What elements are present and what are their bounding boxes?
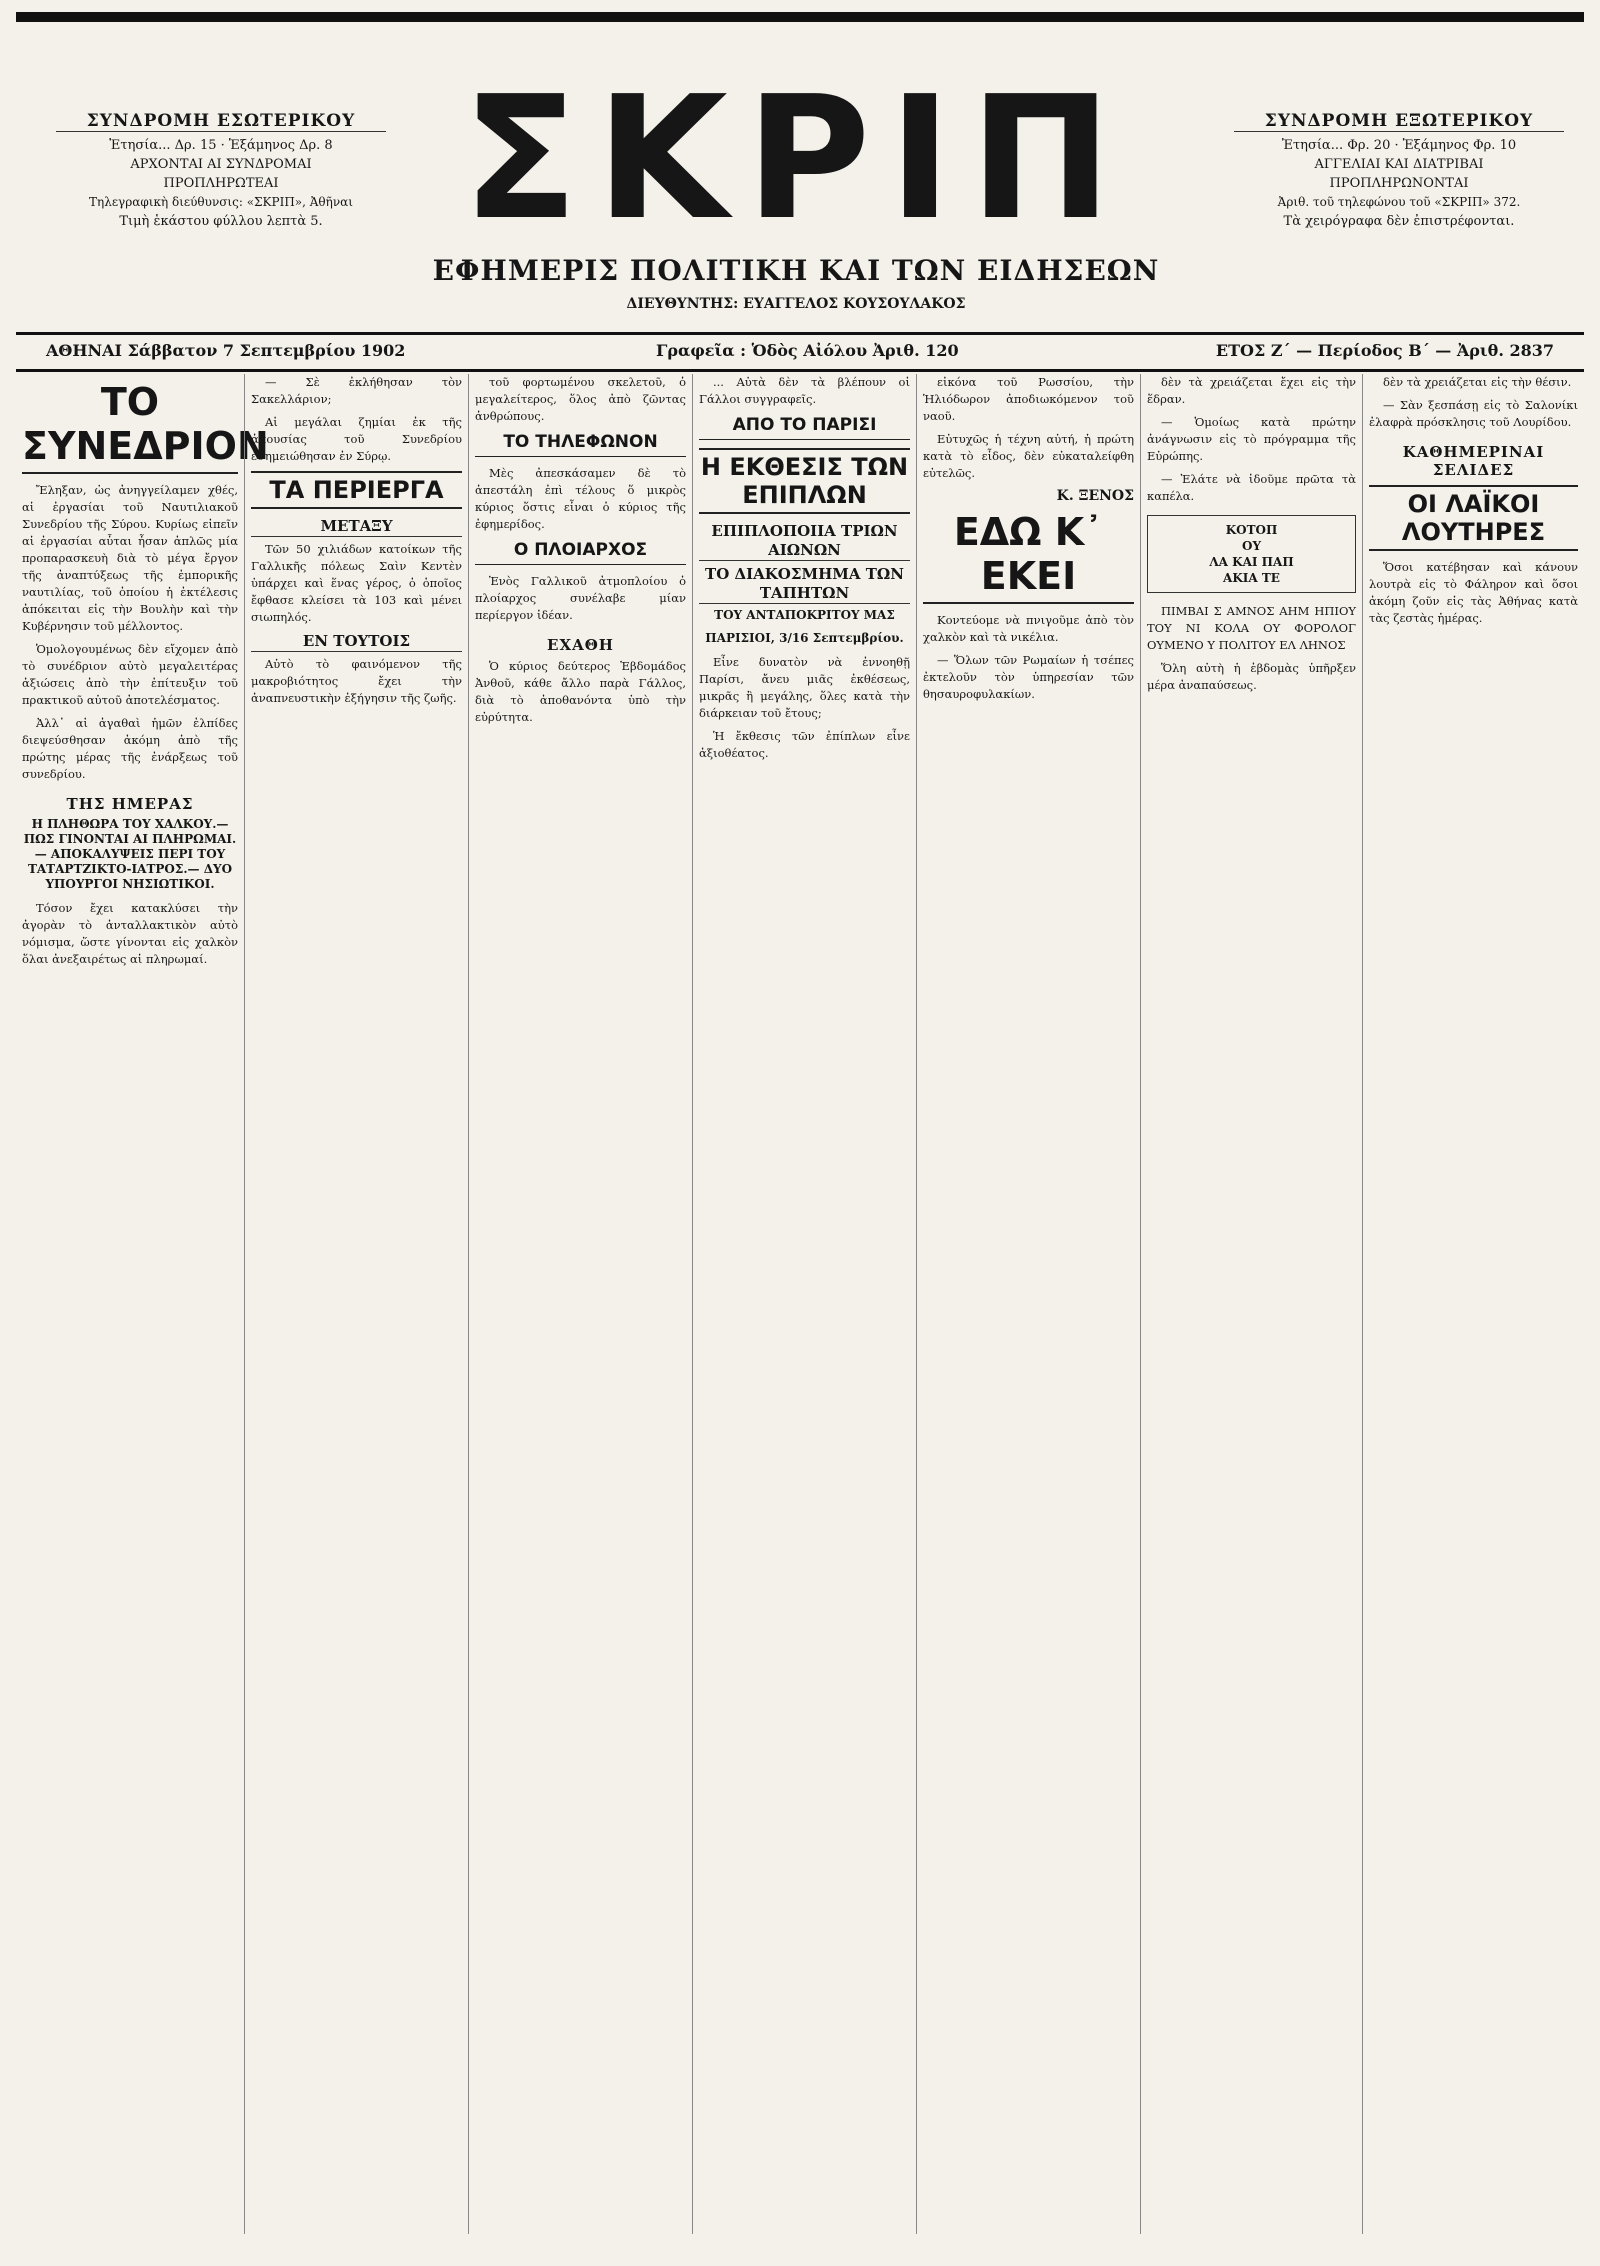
advert-line: ΑΚΙΑ ΤΕ xyxy=(1223,571,1280,585)
advert-line: ΟΥ xyxy=(1241,539,1262,553)
paragraph: δὲν τὰ χρειάζεται εἰς τὴν θέσιν. xyxy=(1383,375,1572,389)
foreign-subscription-box xyxy=(1234,112,1564,231)
issue-price: Τιμὴ ἑκάστου φύλλου λεπτὰ 5. xyxy=(119,214,323,229)
column-2 xyxy=(244,374,468,2234)
manuscripts-note: Τὰ χειρόγραφα δὲν ἐπιστρέφονται. xyxy=(1283,214,1515,229)
paragraph: Ἡ ἔκθεσις τῶν ἐπίπλων εἶνε ἀξιοθέατος. xyxy=(699,729,910,760)
foreign-heading: ΣΥΝΔΡΟΜΗ ΕΞΩΤΕΡΙΚΟΥ xyxy=(1234,112,1564,132)
paragraph: Αὐτὸ τὸ φαινόμενον τῆς μακροβιότητος ἔχει τὴν ἀναπνευστικὴν ἐξήγησιν τῆς ζωῆς. xyxy=(251,657,462,705)
paragraph: Ὅσοι κατέβησαν καὶ κάνουν λουτρὰ εἰς τὸ Φάληρον καὶ ὅσοι ἀκόμη ζοῦν εἰς τὰς Ἀθήνας κατὰ τὰς ζεστὰς ἡμέρας. xyxy=(1369,560,1578,625)
headline-edo-kekei: ΕΔΩ Κ᾽ ΕΚΕΙ xyxy=(923,510,1134,604)
paragraph: — Σὲ ἐκλήθησαν τὸν Σακελλάριον; xyxy=(251,375,462,406)
headline-o-ploiarchos: Ο ΠΛΟΙΑΡΧΟΣ xyxy=(475,539,686,565)
domestic-subscription-box xyxy=(56,112,386,231)
dateline xyxy=(16,332,1584,372)
paragraph: εἰκόνα τοῦ Ρωσσίου, τὴν Ἡλιόδωρον ἀποδιωκόμενον τοῦ ναοῦ. xyxy=(923,375,1134,423)
paragraph: Κοντεύομε νὰ πνιγοῦμε ἀπὸ τὸν χαλκὸν καὶ τὰ νικέλια. xyxy=(923,613,1134,644)
paragraph: — Ὁμοίως κατὰ πρώτην ἀνάγνωσιν εἰς τὸ πρόγραμμα τῆς Εὐρώπης. xyxy=(1147,415,1356,463)
advert-box xyxy=(1147,515,1356,593)
paragraph: Ἔληξαν, ὡς ἀνηγγείλαμεν χθές, αἱ ἐργασίαι τοῦ Ναυτιλιακοῦ Συνεδρίου τῆς Σύρου. Κυρίως εἰπεῖν αἱ ἐργασίαι αὗται ἦσαν ἁπλῶς μία προπαρασκευὴ διὰ τὸ μέγα ἔργον τῆς ἀναπτύξεως τῆς ἐμπορικῆς ναυτιλίας, τοῦ ὁποίου ἡ ἐκτέλεσις ἀπόκειται εἰς τὴν Βουλὴν καὶ τὴν Κυβέρνησιν τοῦ μέλλοντος. xyxy=(22,483,238,633)
section-tis-imeras: ΤΗΣ ΗΜΕΡΑΣ xyxy=(66,795,194,813)
headline-laikoi-loutires: ΟΙ ΛΑΪΚΟΙ ΛΟΥΤΗΡΕΣ xyxy=(1369,485,1578,551)
section-echathi: ΕΧΑΘΗ xyxy=(547,636,614,654)
paragraph: Ἐνὸς Γαλλικοῦ ἀτμοπλοίου ὁ πλοίαρχος συνέλαβε μίαν περίεργον ἰδέαν. xyxy=(475,574,686,622)
paragraph: — Ἐλάτε νὰ ἰδοῦμε πρῶτα τὰ καπέλα. xyxy=(1147,472,1356,503)
subhead-en-toutois: ΕΝ ΤΟΥΤΟΙΣ xyxy=(251,632,462,652)
headline-to-tilefonon: ΤΟ ΤΗΛΕΦΩΝΟΝ xyxy=(475,431,686,457)
paragraph: δὲν τὰ χρειάζεται ἔχει εἰς τὴν ἕδραν. xyxy=(1147,375,1356,406)
paragraph: Μὲς ἀπεσκάσαμεν δὲ τὸ ἀπεστάλη ἐπὶ τέλους ὅ μικρὸς κύριος ὅστις εἶναι ὁ κύριος τῆς ἐφημερίδος. xyxy=(475,466,686,531)
paragraph: ... Αὐτὰ δὲν τὰ βλέπουν οἱ Γάλλοι συγγραφεῖς. xyxy=(699,375,910,406)
correspondent-line: ΤΟΥ ΑΝΤΑΠΟΚΡΙΤΟΥ ΜΑΣ xyxy=(714,608,895,622)
subhead-epiplopoiia: ΕΠΙΠΛΟΠΟΙΙΑ ΤΡΙΩΝ ΑΙΩΝΩΝ xyxy=(699,522,910,561)
paragraph: Τῶν 50 χιλιάδων κατοίκων τῆς Γαλλικῆς πόλεως Σαὶν Κεντὲν ὑπάρχει καὶ ἕνας γέρος, ὁ ὁποῖος ἔφθασε κλείσει τὰ 103 καὶ μένει σιωπηλός. xyxy=(251,542,462,624)
director-line: ΔΙΕΥΘΥΝΤΗΣ: ΕΥΑΓΓΕΛΟΣ ΚΟΥΣΟΥΛΑΚΟΣ xyxy=(626,296,966,312)
section-kathimerinai-selides: ΚΑΘΗΜΕΡΙΝΑΙ ΣΕΛΙΔΕΣ xyxy=(1402,443,1545,479)
column-6 xyxy=(1140,374,1362,2234)
author-signature: Κ. ΞΕΝΟΣ xyxy=(1056,488,1134,504)
foreign-line2: ΠΡΟΠΛΗΡΩΝΟΝΤΑΙ xyxy=(1329,176,1469,191)
column-1 xyxy=(16,374,269,2234)
paragraph: — Ὅλων τῶν Ρωμαίων ἡ τσέπες ἐκτελοῦν τὸν ὑπηρεσίαν τῶν θησαυροφυλακίων. xyxy=(923,653,1134,701)
paragraph: ΠΙΜΒΑΙ Σ ΑΜΝΟΣ ΑΗΜ ΗΠΙΟΥ ΤΟΥ ΝΙ ΚΟΛΑ ΟΥ ΦΟΡΟΛΟΓ ΟΥΜΕΝΟ Υ ΠΟΛΙΤΟΥ ΕΛ ΛΗΝΟΣ xyxy=(1147,604,1356,652)
foreign-line1: ΑΓΓΕΛΙΑΙ ΚΑΙ ΔΙΑΤΡΙΒΑΙ xyxy=(1314,157,1484,172)
masthead xyxy=(16,34,1584,334)
paragraph: Εὐτυχῶς ἡ τέχνη αὐτή, ἡ πρώτη κατὰ τὸ εἶδος, δὲν εὐκαταλείφθη εὐτελῶς. xyxy=(923,432,1134,480)
headline-ekthesis-epiplon: Η ΕΚΘΕΣΙΣ ΤΩΝ ΕΠΙΠΛΩΝ xyxy=(699,448,910,514)
column-7 xyxy=(1362,374,1584,2234)
headline-ta-perierga: ΤΑ ΠΕΡΙΕΡΓΑ xyxy=(251,471,462,509)
column-4 xyxy=(692,374,916,2234)
newspaper-title: ΣΚΡΙΠ xyxy=(462,60,1130,258)
headline-synedrion: ΤΟ ΣΥΝΕΔΡΙΟΝ xyxy=(22,380,238,474)
foreign-rates: Ἐτησία... Φρ. 20 · Ἑξάμηνος Φρ. 10 xyxy=(1281,138,1517,153)
paragraph: Ὅλη αὐτὴ ἡ ἑβδομὰς ὑπῆρξεν μέρα ἀναπαύσεως. xyxy=(1147,661,1356,692)
paragraph: Εἶνε δυνατὸν νὰ ἐννοηθῇ Παρίσι, ἄνευ μιᾶς ἐκθέσεως, μικρᾶς ἢ μεγάλης, ὅλες κατὰ τὴν διάρκειαν τοῦ ἔτους; xyxy=(699,655,910,720)
paragraph: Ὁμολογουμένως δὲν εἴχομεν ἀπὸ τὸ συνέδριον αὐτὸ μεγαλειτέρας ἀξιώσεις ἀπὸ τὴν ἐπίτευξιν τοῦ πρακτικοῦ αὐτοῦ ἀποτελέσματος. xyxy=(22,642,238,707)
domestic-line1: ΑΡΧΟΝΤΑΙ ΑΙ ΣΥΝΔΡΟΜΑΙ xyxy=(130,157,312,172)
paragraph: Ἀλλ᾽ αἱ ἀγαθαὶ ἡμῶν ἐλπίδες διεψεύσθησαν ἀκόμη ἀπὸ τῆς πρώτης μέρας τῆς ἐνάρξεως τοῦ συνεδρίου. xyxy=(22,716,238,781)
domestic-line2: ΠΡΟΠΛΗΡΩΤΕΑΙ xyxy=(163,176,279,191)
domestic-heading: ΣΥΝΔΡΟΜΗ ΕΣΩΤΕΡΙΚΟΥ xyxy=(56,112,386,132)
top-rule xyxy=(16,12,1584,22)
phone-number: Ἀριθ. τοῦ τηλεφώνου τοῦ «ΣΚΡΙΠ» 372. xyxy=(1277,195,1521,209)
date-text: ΑΘΗΝΑΙ Σάββατον 7 Σεπτεμβρίου 1902 xyxy=(46,341,406,360)
paragraph: Τόσον ἔχει κατακλύσει τὴν ἀγορὰν τὸ ἀνταλλακτικὸν αὐτὸ νόμισμα, ὥστε γίνονται εἰς χαλκὸν ὅλαι ἀνεξαιρέτως αἱ πληρωμαί. xyxy=(22,901,238,966)
subhead: Η ΠΛΗΘΩΡΑ ΤΟΥ ΧΑΛΚΟΥ.— ΠΩΣ ΓΙΝΟΝΤΑΙ ΑΙ ΠΛΗΡΩΜΑΙ.— ΑΠΟΚΑΛΥΨΕΙΣ ΠΕΡΙ ΤΟΥ ΤΑΤΑΡΤΖΙΚΤΟ-ΙΑΤΡΟΣ.— ΔΥΟ ΥΠΟΥΡΓΟΙ ΝΗΣΙΩΤΙΚΟΙ. xyxy=(23,817,237,891)
issue-number: ΕΤΟΣ Ζ΄ — Περίοδος Β΄ — Ἀριθ. 2837 xyxy=(1215,341,1554,360)
subhead-diakosmima: ΤΟ ΔΙΑΚΟΣΜΗΜΑ ΤΩΝ ΤΑΠΗΤΩΝ xyxy=(699,565,910,604)
headline-apo-to-parisi: ΑΠΟ ΤΟ ΠΑΡΙΣΙ xyxy=(699,414,910,440)
dateline-paris: ΠΑΡΙΣΙΟΙ, 3/16 Σεπτεμβρίου. xyxy=(705,631,904,645)
office-address: Γραφεῖα : Ὁδὸς Αἰόλου Ἀριθ. 120 xyxy=(656,341,959,360)
paragraph: Αἱ μεγάλαι ζημίαι ἐκ τῆς ἀπουσίας τοῦ Συνεδρίου ἐσημειώθησαν ἐν Σύρῳ. xyxy=(251,415,462,463)
subhead-metaxy: ΜΕΤΑΞΥ xyxy=(251,517,462,537)
column-5 xyxy=(916,374,1140,2234)
columns xyxy=(16,374,1584,2234)
domestic-rates: Ἐτησία... Δρ. 15 · Ἑξάμηνος Δρ. 8 xyxy=(109,138,333,153)
column-3 xyxy=(468,374,692,2234)
newspaper-subtitle: ΕΦΗΜΕΡΙΣ ΠΟΛΙΤΙΚΗ ΚΑΙ ΤΩΝ ΕΙΔΗΣΕΩΝ xyxy=(432,254,1160,287)
paragraph: τοῦ φορτωμένου σκελετοῦ, ὁ μεγαλείτερος, ὅλος ἀπὸ ζῶντας ἀνθρώπους. xyxy=(475,375,686,423)
paragraph: — Σὰν ξεσπάσῃ εἰς τὸ Σαλονίκι ἐλαφρὰ πρόσκλησις τοῦ Λουρίδου. xyxy=(1369,398,1578,429)
paragraph: Ὁ κύριος δεύτερος Ἑβδομάδος Ἀνθοῦ, κάθε ἄλλο παρὰ Γάλλος, διὰ τὸ ἀποθανόντα ὑπὸ τὴν εὐρύτητα. xyxy=(475,659,686,724)
newspaper-page xyxy=(16,12,1584,2240)
telegraph-address: Τηλεγραφικὴ διεύθυνσις: «ΣΚΡΙΠ», Ἀθῆναι xyxy=(89,195,353,209)
advert-line: ΛΑ ΚΑΙ ΠΑΠ xyxy=(1209,555,1294,569)
advert-line: ΚΟΤΟΠ xyxy=(1225,523,1278,537)
